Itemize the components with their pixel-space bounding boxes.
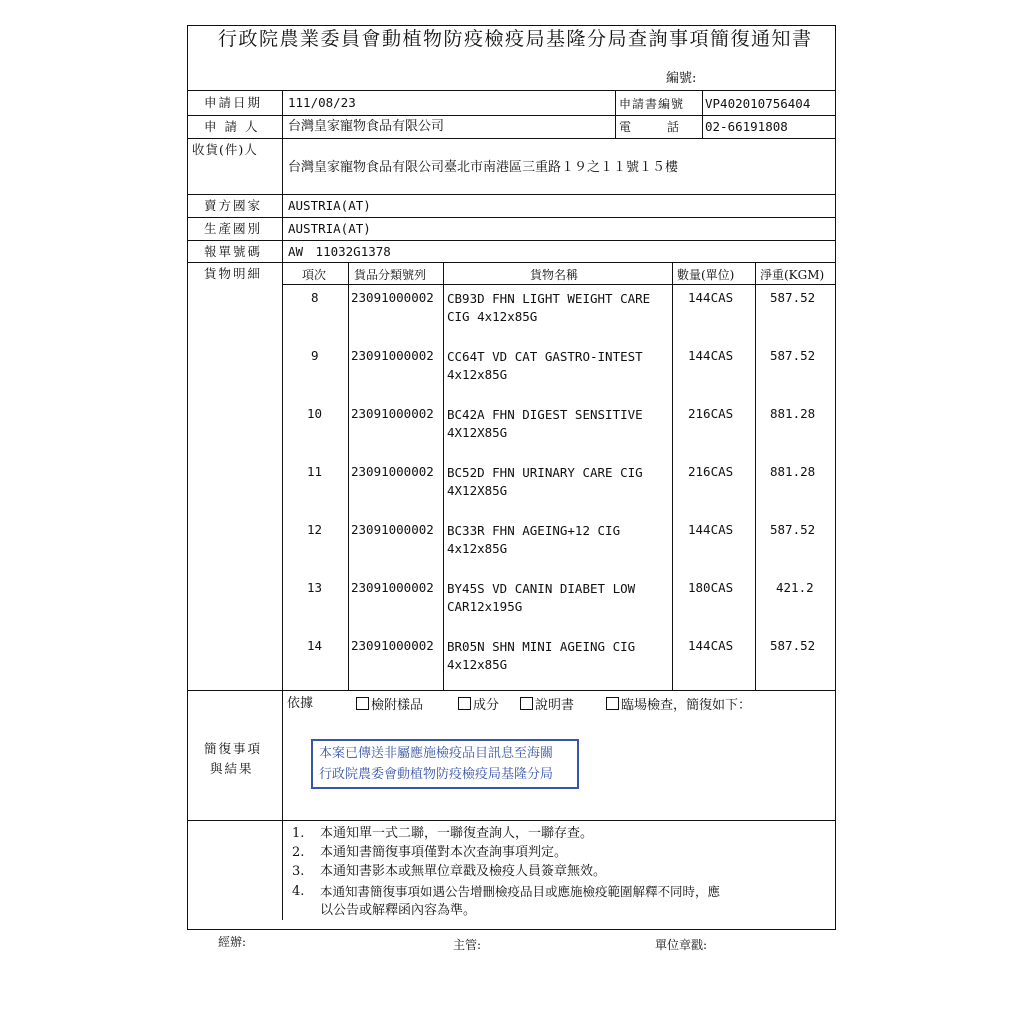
rule-goods-col1 bbox=[348, 262, 349, 690]
note-number: 3. bbox=[292, 864, 305, 879]
serial-number-label: 編號: bbox=[666, 71, 697, 86]
rule-result-end bbox=[187, 820, 836, 821]
basis-label: 依據 bbox=[287, 696, 314, 711]
note-text: 以公告或解釋函內容為準。 bbox=[320, 903, 477, 918]
note-number: 2. bbox=[292, 845, 305, 860]
checkbox-icon bbox=[606, 697, 619, 710]
apply-date-value: 111/08/23 bbox=[288, 95, 356, 110]
application-number-label: 申請書編號 bbox=[619, 97, 685, 111]
consignee-value: 台灣皇家寵物食品有限公司臺北市南港區三重路１９之１１號１５樓 bbox=[288, 160, 679, 175]
check-sample-label: 檢附樣品 bbox=[371, 698, 424, 713]
rule-applicant bbox=[187, 138, 836, 139]
goods-row-no: 12 bbox=[307, 522, 323, 537]
seller-country-value: AUSTRIA(AT) bbox=[288, 198, 371, 213]
goods-row-code: 23091000002 bbox=[351, 290, 434, 305]
goods-row-weight: 587.52 bbox=[770, 290, 816, 305]
check-manual-label: 說明書 bbox=[535, 698, 575, 713]
goods-row-name: CC64T VD CAT GASTRO-INTEST 4x12x85G bbox=[447, 349, 643, 382]
note-text: 本通知單一式二聯，一聯復查詢人，一聯存查。 bbox=[320, 826, 594, 841]
rule-seller bbox=[187, 217, 836, 218]
note-number: 1. bbox=[292, 826, 305, 841]
check-onsite-inspection[interactable] bbox=[606, 697, 751, 714]
goods-row-code: 23091000002 bbox=[351, 638, 434, 653]
goods-row-code: 23091000002 bbox=[351, 406, 434, 421]
goods-header-item-no: 項次 bbox=[302, 268, 327, 282]
checkbox-icon bbox=[520, 697, 533, 710]
goods-row-no: 9 bbox=[311, 348, 319, 363]
checkbox-icon bbox=[356, 697, 369, 710]
goods-header-weight: 淨重(KGM) bbox=[760, 268, 825, 282]
goods-row-code: 23091000002 bbox=[351, 464, 434, 479]
rule-declaration bbox=[187, 262, 836, 263]
apply-date-label: 申請日期 bbox=[204, 95, 263, 110]
origin-country-label: 生產國別 bbox=[204, 221, 263, 236]
rule-goods-header bbox=[282, 284, 836, 285]
result-section-label-1: 簡復事項 bbox=[204, 741, 263, 756]
goods-row-name: CB93D FHN LIGHT WEIGHT CARE CIG 4x12x85G bbox=[447, 291, 651, 324]
goods-header-name: 貨物名稱 bbox=[530, 268, 579, 282]
rule-label-column bbox=[282, 90, 283, 920]
goods-row-quantity: 144CAS bbox=[688, 290, 734, 305]
note-text: 本通知書簡復事項僅對本次查詢事項判定。 bbox=[320, 845, 568, 860]
unit-seal-label: 單位章戳: bbox=[655, 938, 708, 952]
goods-row-weight: 881.28 bbox=[770, 406, 816, 421]
goods-row-no: 11 bbox=[307, 464, 323, 479]
goods-row-weight: 587.52 bbox=[770, 348, 816, 363]
declaration-number-label: 報單號碼 bbox=[204, 244, 263, 259]
document-title: 行政院農業委員會動植物防疫檢疫局基隆分局查詢事項簡復通知書 bbox=[218, 28, 813, 50]
rule-origin bbox=[187, 240, 836, 241]
seller-country-label: 賣方國家 bbox=[204, 198, 263, 213]
application-number-value: VP402010756404 bbox=[705, 96, 811, 111]
origin-country-value: AUSTRIA(AT) bbox=[288, 221, 371, 236]
goods-section-label: 貨物明細 bbox=[204, 266, 263, 281]
goods-row-code: 23091000002 bbox=[351, 580, 434, 595]
goods-row-code: 23091000002 bbox=[351, 348, 434, 363]
applicant-label: 申 請 人 bbox=[204, 119, 260, 134]
stamp-line-2: 行政院農委會動植物防疫檢疫局基隆分局 bbox=[319, 767, 554, 782]
goods-row-no: 10 bbox=[307, 406, 323, 421]
goods-row-name: BC52D FHN URINARY CARE CIG 4X12X85G bbox=[447, 465, 643, 498]
note-text: 本通知書影本或無單位章戳及檢疫人員簽章無效。 bbox=[320, 864, 607, 879]
goods-row-name: BY45S VD CANIN DIABET LOW CAR12x195G bbox=[447, 581, 636, 614]
checkbox-icon bbox=[458, 697, 471, 710]
handler-label: 經辦: bbox=[218, 935, 247, 949]
check-sample[interactable] bbox=[356, 697, 423, 714]
note-number: 4. bbox=[292, 884, 305, 899]
goods-row-quantity: 180CAS bbox=[688, 580, 734, 595]
goods-row-weight: 421.2 bbox=[776, 580, 814, 595]
rule-consignee bbox=[187, 194, 836, 195]
goods-row-no: 14 bbox=[307, 638, 323, 653]
check-ingredients[interactable] bbox=[458, 697, 499, 714]
check-onsite-inspection-label: 臨場檢查，簡復如下： bbox=[621, 698, 752, 713]
goods-header-code: 貨品分類號列 bbox=[354, 268, 427, 282]
official-stamp bbox=[311, 739, 579, 789]
goods-row-weight: 587.52 bbox=[770, 522, 816, 537]
declaration-number-value: AW 11032G1378 bbox=[288, 244, 391, 259]
goods-row-quantity: 216CAS bbox=[688, 406, 734, 421]
rule-date bbox=[187, 115, 836, 116]
goods-row-weight: 587.52 bbox=[770, 638, 816, 653]
rule-goods-end bbox=[187, 690, 836, 691]
note-text: 本通知書簡復事項如遇公告增刪檢疫品目或應施檢疫範圍解釋不同時，應 bbox=[320, 884, 721, 899]
goods-row-quantity: 216CAS bbox=[688, 464, 734, 479]
rule-value-column bbox=[702, 90, 703, 138]
supervisor-label: 主管: bbox=[453, 938, 482, 952]
goods-row-name: BC42A FHN DIGEST SENSITIVE 4X12X85G bbox=[447, 407, 643, 440]
goods-row-name: BC33R FHN AGEING+12 CIG 4x12x85G bbox=[447, 523, 621, 556]
phone-value: 02-66191808 bbox=[705, 119, 788, 134]
stamp-line-1: 本案已傳送非屬應施檢疫品目訊息至海關 bbox=[319, 746, 554, 761]
goods-row-weight: 881.28 bbox=[770, 464, 816, 479]
goods-row-no: 8 bbox=[311, 290, 319, 305]
result-section-label-2: 與結果 bbox=[210, 761, 254, 776]
goods-header-quantity: 數量(單位) bbox=[677, 268, 735, 282]
check-ingredients-label: 成分 bbox=[473, 698, 500, 713]
rule-header bbox=[187, 90, 836, 91]
check-manual[interactable] bbox=[520, 697, 574, 714]
goods-row-code: 23091000002 bbox=[351, 522, 434, 537]
consignee-label: 收貨(件)人 bbox=[192, 142, 258, 157]
rule-mid-column bbox=[615, 90, 616, 138]
goods-row-quantity: 144CAS bbox=[688, 638, 734, 653]
goods-row-name: BR05N SHN MINI AGEING CIG 4x12x85G bbox=[447, 639, 636, 672]
goods-row-quantity: 144CAS bbox=[688, 522, 734, 537]
rule-goods-col4 bbox=[755, 262, 756, 690]
rule-goods-col2 bbox=[443, 262, 444, 690]
goods-row-quantity: 144CAS bbox=[688, 348, 734, 363]
goods-row-no: 13 bbox=[307, 580, 323, 595]
phone-label: 電 話 bbox=[619, 120, 680, 134]
applicant-value: 台灣皇家寵物食品有限公司 bbox=[288, 119, 445, 134]
